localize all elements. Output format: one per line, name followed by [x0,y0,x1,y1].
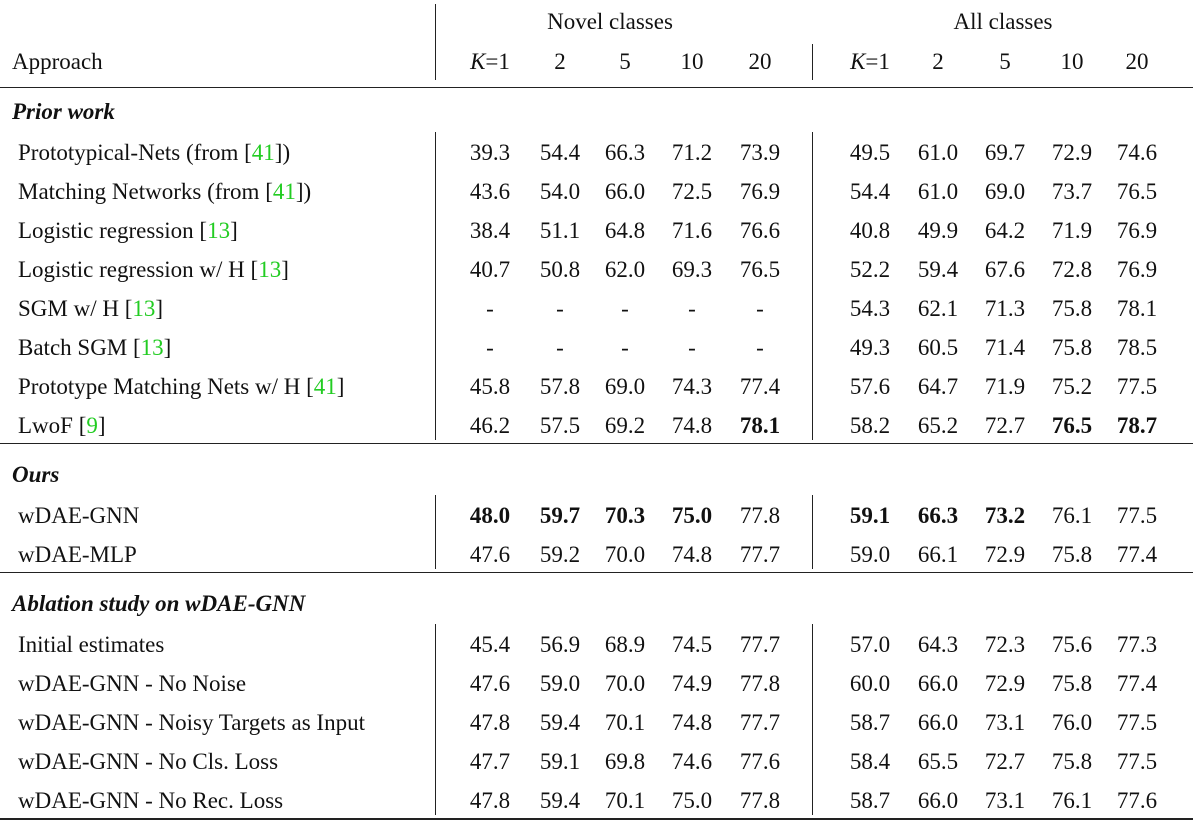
novel-cell: 77.7 [739,632,781,657]
column-divider [812,132,813,440]
all-cell: 52.2 [849,257,891,282]
row-label [18,374,344,400]
novel-cell: 48.0 [469,503,511,528]
approach-name: wDAE-MLP [18,542,137,567]
citation-link[interactable]: 41 [251,140,275,165]
approach-name: SGM w/ H [ [18,296,133,321]
approach-name: wDAE-GNN - No Rec. Loss [18,788,284,813]
novel-cell: 46.2 [469,413,511,438]
all-cell: 77.6 [1116,788,1158,813]
approach-name: wDAE-GNN - No Noise [18,671,247,696]
header-rule [0,87,1193,88]
all-cell: 66.0 [917,671,959,696]
novel-cell: 59.1 [539,749,581,774]
citation-link[interactable]: 13 [132,296,156,321]
approach-name: Initial estimates [18,632,165,657]
novel-cell: 74.8 [671,710,713,735]
column-divider [435,4,436,80]
all-cell: 64.3 [917,632,959,657]
row-label [18,503,139,529]
all-cell: 61.0 [917,140,959,165]
novel-cell: 50.8 [539,257,581,282]
column-divider [435,132,436,440]
all-cell: 75.8 [1051,296,1093,321]
novel-cell: 38.4 [469,218,511,243]
all-cell: 59.4 [917,257,959,282]
novel-cell: - [756,335,764,360]
citation-close: ] [230,218,238,243]
novel-cell: 43.6 [469,179,511,204]
all-cell: 76.1 [1051,503,1093,528]
header-novel-shot: 5 [619,49,631,74]
approach-name: LwoF [ [18,413,87,438]
all-cell: 60.5 [917,335,959,360]
novel-cell: 66.0 [604,179,646,204]
novel-cell: 71.2 [671,140,713,165]
novel-cell: 69.0 [604,374,646,399]
row-label [18,218,238,244]
approach-name: Logistic regression [ [18,218,208,243]
all-cell: 57.0 [849,632,891,657]
citation-close: ] [97,413,106,438]
all-cell: 77.5 [1116,503,1158,528]
novel-cell: 77.7 [739,710,781,735]
column-divider [812,44,813,80]
section-rule [0,572,1193,573]
all-cell: 62.1 [917,296,959,321]
novel-cell: 47.6 [469,542,511,567]
all-cell: 66.1 [917,542,959,567]
all-cell: 76.1 [1051,788,1093,813]
novel-cell: 45.8 [469,374,511,399]
novel-cell: - [556,296,564,321]
novel-cell: 59.4 [539,788,581,813]
row-label [18,413,106,439]
all-cell: 78.5 [1116,335,1158,360]
all-cell: 75.6 [1051,632,1093,657]
novel-cell: 66.3 [604,140,646,165]
row-label [18,179,311,205]
row-label [18,710,365,736]
header-novel-shot: 20 [748,49,772,74]
all-cell: 73.7 [1051,179,1093,204]
all-cell: 77.3 [1116,632,1158,657]
all-cell: 58.4 [849,749,891,774]
all-cell: 76.9 [1116,257,1158,282]
novel-cell: 76.9 [739,179,781,204]
novel-cell: 77.7 [739,542,781,567]
novel-cell: 62.0 [604,257,646,282]
all-cell: 72.7 [984,749,1026,774]
all-cell: 73.2 [984,503,1026,528]
all-cell: 71.4 [984,335,1026,360]
all-cell: 40.8 [849,218,891,243]
header-novel-k1 [455,49,525,75]
novel-cell: - [556,335,564,360]
novel-cell: 76.5 [739,257,781,282]
all-cell: 77.5 [1116,374,1158,399]
all-cell: 72.7 [984,413,1026,438]
row-label [18,632,164,658]
all-cell: 75.8 [1051,542,1093,567]
header-novel-classes: Novel classes [547,9,673,34]
header-novel-shot: 10 [680,49,704,74]
novel-cell: 45.4 [469,632,511,657]
novel-cell: 47.7 [469,749,511,774]
all-cell: 54.3 [849,296,891,321]
novel-cell: - [621,296,629,321]
all-cell: 76.0 [1051,710,1093,735]
citation-link[interactable]: 9 [86,413,98,438]
header-all-classes: All classes [953,9,1053,34]
column-divider [812,624,813,815]
all-cell: 72.9 [1051,140,1093,165]
all-cell: 49.5 [849,140,891,165]
novel-cell: 59.2 [539,542,581,567]
all-cell: 66.0 [917,710,959,735]
section-title: Ablation study on wDAE-GNN [12,591,306,616]
approach-name: wDAE-GNN - Noisy Targets as Input [18,710,365,735]
novel-cell: - [688,296,696,321]
approach-name: Prototype Matching Nets w/ H [ [18,374,314,399]
all-cell: 76.9 [1116,218,1158,243]
header-all-shot: 10 [1060,49,1084,74]
citation-link[interactable]: 13 [207,218,231,243]
header-approach: Approach [12,49,103,74]
novel-cell: - [756,296,764,321]
citation-link[interactable]: 41 [272,179,296,204]
row-label [18,749,278,775]
all-cell: 76.5 [1116,179,1158,204]
all-cell: 73.1 [984,710,1026,735]
all-cell: 61.0 [917,179,959,204]
all-cell: 59.0 [849,542,891,567]
all-cell: 58.2 [849,413,891,438]
all-cell: 72.8 [1051,257,1093,282]
all-cell: 78.1 [1116,296,1158,321]
novel-cell: 70.1 [604,710,646,735]
novel-cell: 70.0 [604,671,646,696]
citation-close: ]) [295,179,312,204]
citation-close: ]) [274,140,291,165]
row-label [18,296,163,322]
row-label [18,140,290,166]
column-divider [435,495,436,569]
all-cell: 59.1 [849,503,891,528]
approach-name: Batch SGM [ [18,335,141,360]
novel-cell: 74.8 [671,542,713,567]
novel-cell: 77.6 [739,749,781,774]
header-novel-shot: 2 [554,49,566,74]
novel-cell: - [688,335,696,360]
novel-cell: - [486,296,494,321]
novel-cell: 39.3 [469,140,511,165]
citation-close: ] [155,296,164,321]
all-cell: 75.8 [1051,671,1093,696]
all-cell: 73.1 [984,788,1026,813]
all-cell: 69.0 [984,179,1026,204]
approach-name: Prototypical-Nets (from [ [18,140,252,165]
novel-cell: - [486,335,494,360]
approach-name: Matching Networks (from [ [18,179,273,204]
novel-cell: 74.8 [671,413,713,438]
novel-cell: 69.3 [671,257,713,282]
all-cell: 78.7 [1116,413,1158,438]
all-cell: 49.3 [849,335,891,360]
row-label [18,335,171,361]
all-cell: 77.5 [1116,749,1158,774]
novel-cell: 51.1 [539,218,581,243]
all-cell: 65.2 [917,413,959,438]
novel-cell: - [621,335,629,360]
novel-cell: 40.7 [469,257,511,282]
all-cell: 69.7 [984,140,1026,165]
all-cell: 74.6 [1116,140,1158,165]
all-cell: 64.2 [984,218,1026,243]
novel-cell: 70.3 [604,503,646,528]
novel-cell: 47.6 [469,671,511,696]
row-label [18,542,137,568]
novel-cell: 68.9 [604,632,646,657]
novel-cell: 70.0 [604,542,646,567]
novel-cell: 69.8 [604,749,646,774]
novel-cell: 78.1 [739,413,781,438]
novel-cell: 70.1 [604,788,646,813]
novel-cell: 59.4 [539,710,581,735]
novel-cell: 54.0 [539,179,581,204]
k-variable: K [470,49,486,74]
all-cell: 75.8 [1051,335,1093,360]
novel-cell: 74.3 [671,374,713,399]
all-cell: 72.9 [984,671,1026,696]
novel-cell: 77.4 [739,374,781,399]
all-cell: 71.3 [984,296,1026,321]
novel-cell: 54.4 [539,140,581,165]
novel-cell: 57.8 [539,374,581,399]
novel-cell: 77.8 [739,503,781,528]
novel-cell: 69.2 [604,413,646,438]
column-divider [435,624,436,815]
all-cell: 64.7 [917,374,959,399]
novel-cell: 47.8 [469,710,511,735]
approach-name: wDAE-GNN - No Cls. Loss [18,749,279,774]
all-cell: 71.9 [984,374,1026,399]
novel-cell: 72.5 [671,179,713,204]
all-cell: 67.6 [984,257,1026,282]
all-cell: 77.4 [1116,542,1158,567]
all-cell: 66.3 [917,503,959,528]
citation-close: ] [281,257,289,282]
citation-close: ] [163,335,172,360]
novel-cell: 76.6 [739,218,781,243]
novel-cell: 47.8 [469,788,511,813]
novel-cell: 64.8 [604,218,646,243]
novel-cell: 74.9 [671,671,713,696]
citation-link[interactable]: 41 [313,374,337,399]
k-first-value: =1 [485,49,510,74]
all-cell: 66.0 [917,788,959,813]
all-cell: 60.0 [849,671,891,696]
row-label [18,788,283,814]
novel-cell: 77.8 [739,671,781,696]
row-label [18,671,246,697]
all-cell: 49.9 [917,218,959,243]
all-cell: 54.4 [849,179,891,204]
row-label [18,257,289,283]
approach-name: wDAE-GNN [18,503,140,528]
all-cell: 76.5 [1051,413,1093,438]
all-cell: 71.9 [1051,218,1093,243]
all-cell: 72.3 [984,632,1026,657]
novel-cell: 74.6 [671,749,713,774]
approach-name: Logistic regression w/ H [ [18,257,259,282]
header-all-shot: 20 [1125,49,1149,74]
all-cell: 75.8 [1051,749,1093,774]
novel-cell: 75.0 [671,788,713,813]
all-cell: 65.5 [917,749,959,774]
column-divider [812,495,813,569]
citation-link[interactable]: 13 [258,257,282,282]
header-all-k1 [835,49,905,75]
header-all-shot: 2 [932,49,944,74]
all-cell: 58.7 [849,710,891,735]
header-all-shot: 5 [999,49,1011,74]
citation-link[interactable]: 13 [140,335,164,360]
all-cell: 58.7 [849,788,891,813]
all-cell: 75.2 [1051,374,1093,399]
novel-cell: 59.0 [539,671,581,696]
novel-cell: 73.9 [739,140,781,165]
novel-cell: 77.8 [739,788,781,813]
all-cell: 77.4 [1116,671,1158,696]
novel-cell: 75.0 [671,503,713,528]
section-rule [0,443,1193,444]
k-first-value: =1 [865,49,890,74]
all-cell: 77.5 [1116,710,1158,735]
k-variable: K [850,49,866,74]
novel-cell: 71.6 [671,218,713,243]
all-cell: 72.9 [984,542,1026,567]
novel-cell: 56.9 [539,632,581,657]
novel-cell: 74.5 [671,632,713,657]
section-title: Ours [12,462,60,487]
citation-close: ] [336,374,345,399]
bottom-rule [0,818,1193,820]
section-title: Prior work [12,99,115,124]
novel-cell: 59.7 [539,503,581,528]
all-cell: 57.6 [849,374,891,399]
novel-cell: 57.5 [539,413,581,438]
